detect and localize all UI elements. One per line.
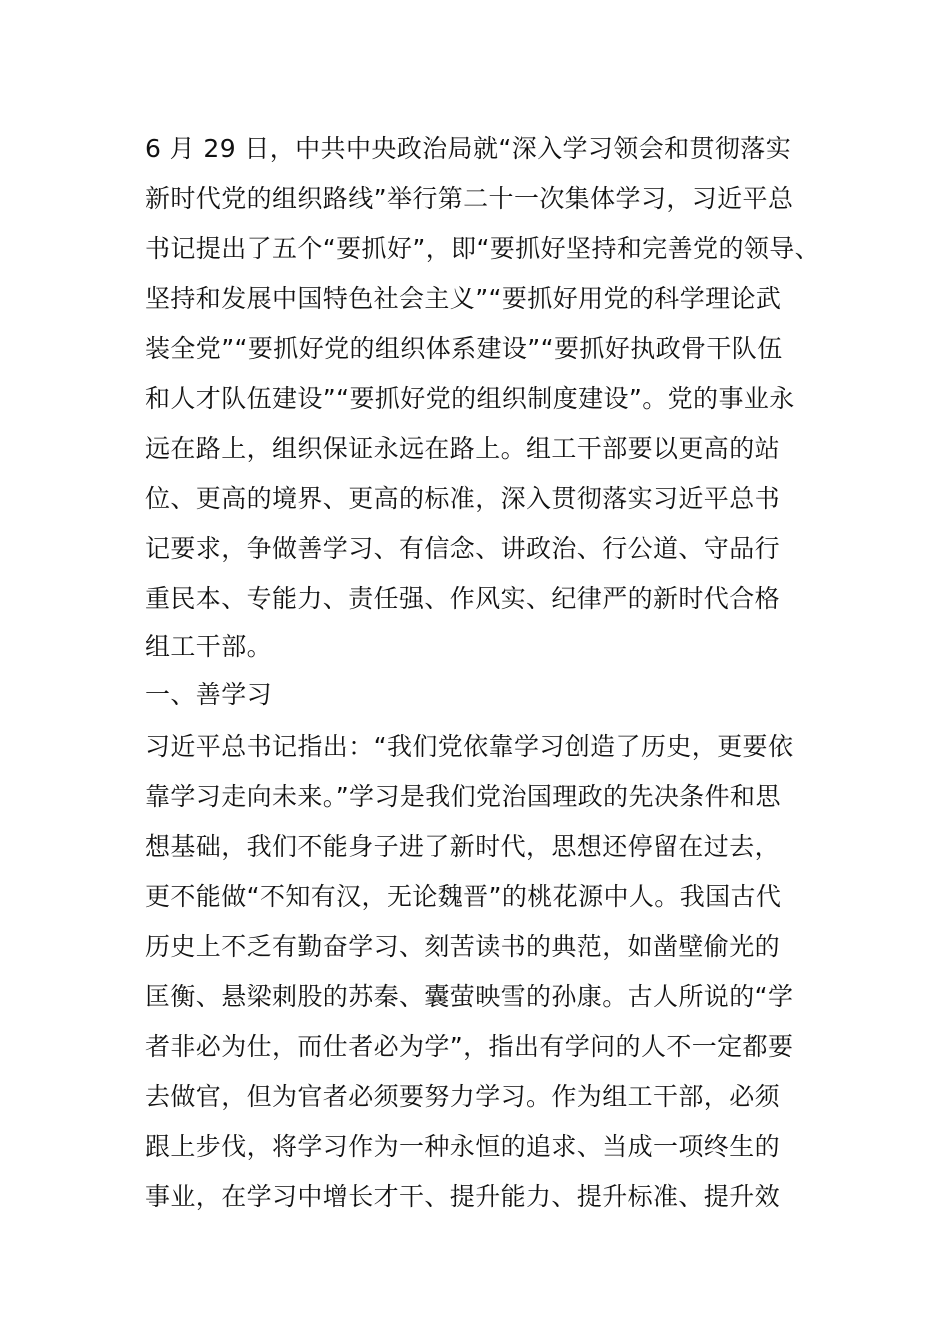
text-line: 历史上不乏有勤奋学习、刻苦读书的典范，如凿壁偷光的 xyxy=(145,932,781,961)
text-line: 记要求，争做善学习、有信念、讲政治、行公道、守品行 xyxy=(145,534,781,563)
text-line: 远在路上，组织保证永远在路上。组工干部要以更高的站 xyxy=(145,434,781,463)
text-line: 去做官，但为官者必须要努力学习。作为组工干部，必须 xyxy=(145,1082,781,1111)
text-line: 和人才队伍建设”“要抓好党的组织制度建设”。党的事业永 xyxy=(145,384,795,413)
text-line: 6 月 29 日，中共中央政治局就“深入学习领会和贯彻落实 xyxy=(145,134,792,163)
text-line: 重民本、专能力、责任强、作风实、纪律严的新时代合格 xyxy=(145,584,781,613)
text-line: 位、更高的境界、更高的标准，深入贯彻落实习近平总书 xyxy=(145,484,781,513)
text-line: 更不能做“不知有汉，无论魏晋”的桃花源中人。我国古代 xyxy=(145,882,782,911)
text-line: 者非必为仕，而仕者必为学”，指出有学问的人不一定都要 xyxy=(145,1032,794,1061)
text-line: 匡衡、悬梁刺股的苏秦、囊萤映雪的孙康。古人所说的“学 xyxy=(145,982,794,1011)
text-line: 跟上步伐，将学习作为一种永恒的追求、当成一项终生的 xyxy=(145,1132,781,1161)
text-line: 新时代党的组织路线”举行第二十一次集体学习，习近平总 xyxy=(145,184,794,213)
text-line: 靠学习走向未来。”学习是我们党治国理政的先决条件和思 xyxy=(145,782,781,811)
text-line: 想基础，我们不能身子进了新时代，思想还停留在过去， xyxy=(145,832,781,861)
text-line: 事业，在学习中增长才干、提升能力、提升标准、提升效 xyxy=(145,1182,781,1211)
text-line: 坚持和发展中国特色社会主义”“要抓好用党的科学理论武 xyxy=(145,284,782,313)
text-line: 习近平总书记指出：“我们党依靠学习创造了历史，更要依 xyxy=(145,732,794,761)
text-line: 书记提出了五个“要抓好”，即“要抓好坚持和完善党的领导、 xyxy=(145,234,821,263)
text-line: 组工干部。 xyxy=(145,632,273,661)
text-line: 装全党”“要抓好党的组织体系建设”“要抓好执政骨干队伍 xyxy=(145,334,783,363)
section-heading: 一、善学习 xyxy=(145,680,273,709)
